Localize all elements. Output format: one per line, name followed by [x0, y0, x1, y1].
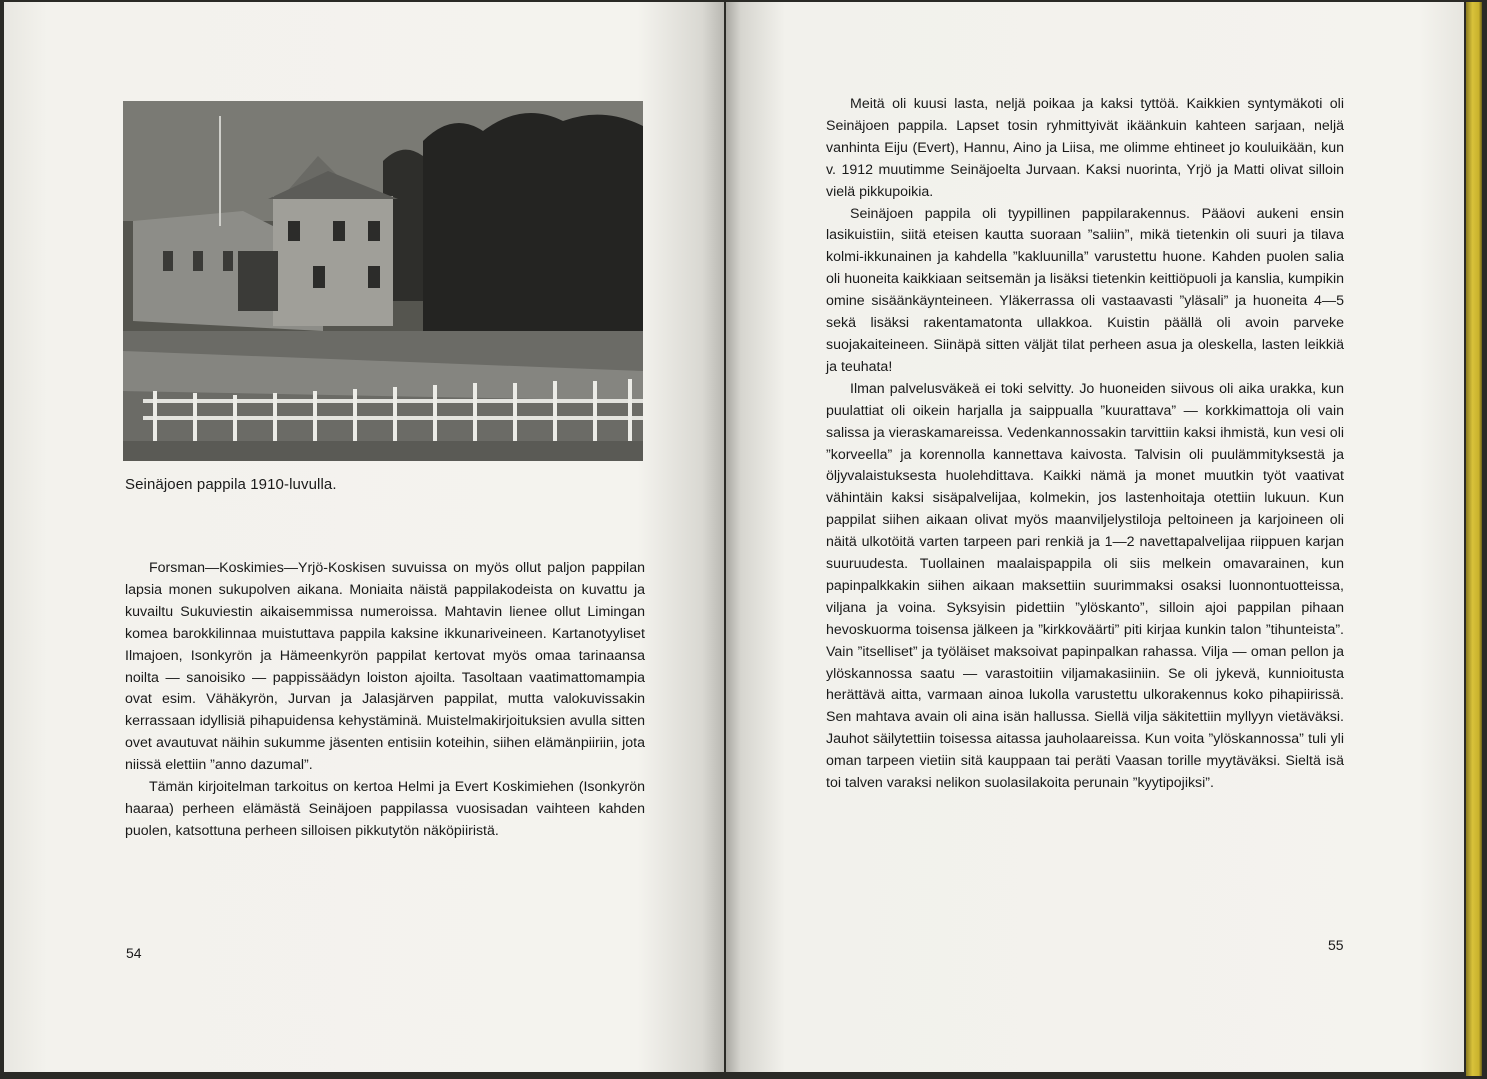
paragraph: Seinäjoen pappila oli tyypillinen pappilarakennus. Pääovi aukeni ensin lasikuistiin, siitä eteisen kautta suoraan ”saliin”, mikä tietenkin oli suuri ja tilava kolmi-ikkunainen ja kahdella ”kakluunilla” varustettu huone. Kahden puolen salia oli huoneita kaikkiaan seitsemän ja lisäksi tietenkin keittiöpuoli ja kanslia, kumpikin omine sisäänkäynteineen. Yläkerrassa oli vastaavasti ”yläsali” ja huoneita 4—5 sekä lisäksi rakentamatonta ullakkoa. Kuistin päällä oli avoin parveke suojakaiteineen. Siinäpä sitten väljät tilat perheen asua ja oleskella, lasten leikkiä ja teuhata!	[826, 205, 1344, 375]
page-number-right: 55	[1328, 937, 1344, 953]
book-spread	[4, 2, 1482, 1076]
page-number-left: 54	[126, 945, 142, 961]
right-page	[726, 2, 1464, 1072]
paragraph: Tämän kirjoitelman tarkoitus on kertoa Helmi ja Evert Koskimiehen (Isonkyrön haaraa) perheen elämästä Seinäjoen pappilassa vuosisadan vaihteen kahden puolen, katsottuna perheen silloisen pikkutytön näköpiiristä.	[125, 779, 645, 839]
left-body-text	[125, 558, 645, 843]
photo-caption: Seinäjoen pappila 1910-luvulla.	[125, 476, 337, 493]
parsonage-photo-drawing	[123, 101, 643, 461]
paragraph: Ilman palvelusväkeä ei toki selvitty. Jo huoneiden siivous oli aika urakka, kun puulattiat oli oikein harjalla ja saippualla ”kuurattava” — korkkimattoja oli vain salissa ja vieraskamareissa. Vedenkannossakin tarvittiin kaksi ihmistä, kun vesi oli ”korveella” ja korennolla kannettava kaivosta. Talvisin oli puulämmityksestä ja öljyvalaistuksesta huolehdittava. Kaikki nämä ja monet muutkin työt vaativat vähintäin kaksi sisäpalvelijaa, kolmekin, jos lastenhoitaja otettiin lukuun. Kun pappilat siihen aikaan olivat myös maanviljelystiloja peltoineen ja karjoineen oli näitä ulkotöitä varten tarpeen pari renkiä ja 1—2 navettapalvelijaa riippuen karjan suuruudesta. Tuollainen maalaispappila oli siis melkein omavarainen, kun papinpalkkakin siihen aikaan maksettiin suurimmaksi osaksi luonnontuotteissa, viljana ja voina. Syksyisin pidettiin ”ylöskanto”, silloin ajoi pappilan pihaan hevoskuorma toisensa jälkeen ja ”kirkkoväärti” piti kirjaa kunkin talon ”tihunteista”. Vain ”itselliset” ja työläiset maksoivat papinpalkan rahassa. Vilja — oman pellon ja ylöskannossa saatu — varastoitiin viljamakasiiniin. Se oli jykevä, kunnioitusta herättävä aitta, varmaan ainoa lukolla varustettu ulkorakennus koko pihapiirissä. Sen mahtava avain oli aina isän hallussa. Siellä vilja säkitettiin myllyyn vietäväksi. Jauhot säilytettiin toisessa aitassa jauholaareissa. Kun voita ”ylöskannossa” tuli yli oman tarpeen vietiin sitä kauppaan tai peräti Vaasan torille myytäväksi. Sieltä isä toi talven varaksi nelikon suolasilakoita perunain ”kyytipojiksi”.	[826, 380, 1344, 792]
book-cover-edge	[1466, 2, 1482, 1076]
paragraph: Meitä oli kuusi lasta, neljä poikaa ja kaksi tyttöä. Kaikkien syntymäkoti oli Seinäjoen pappila. Lapset tosin ryhmittyivät ikäänkuin kahteen sarjaan, neljä vanhinta Eiju (Evert), Hannu, Aino ja Liisa, me olimme ehtineet jo kouluikään, kun v. 1912 muutimme Seinäjoelta Jurvaan. Kaksi nuorinta, Yrjö ja Matti olivat silloin vielä pikkupoikia.	[826, 96, 1344, 200]
left-page	[4, 2, 724, 1072]
right-body-text	[826, 94, 1344, 795]
parsonage-photo	[123, 101, 643, 461]
paragraph: Forsman—Koskimies—Yrjö-Koskisen suvuissa on myös ollut paljon pappilan lapsia monen sukupolven aikana. Moniaita näistä pappilakodeista on kuvattu ja kuvailtu Sukuviestin aikaisemmissa numeroissa. Mahtavin lienee ollut Limingan komea barokkilinnaa muistuttava pappila kaksine ikkunariveineen. Kartanotyyliset Ilmajoen, Isonkyrön ja Hämeenkyrön pappilat kertovat myös omaa tarinaansa noilta — sanoisiko — pappissäädyn loiston ajoilta. Tasoltaan vaatimattomampia ovat esim. Vähäkyrön, Jurvan ja Jalasjärven pappilat, mutta valokuvissakin kerrassaan idyllisiä pihapuidensa kehystäminä. Muistelmakirjoituksien avulla sitten ovet avautuvat näihin sukumme jäsenten entisiin koteihin, siihen elämänpiiriin, jota niissä elettiin ”anno dazumal”.	[125, 560, 645, 774]
